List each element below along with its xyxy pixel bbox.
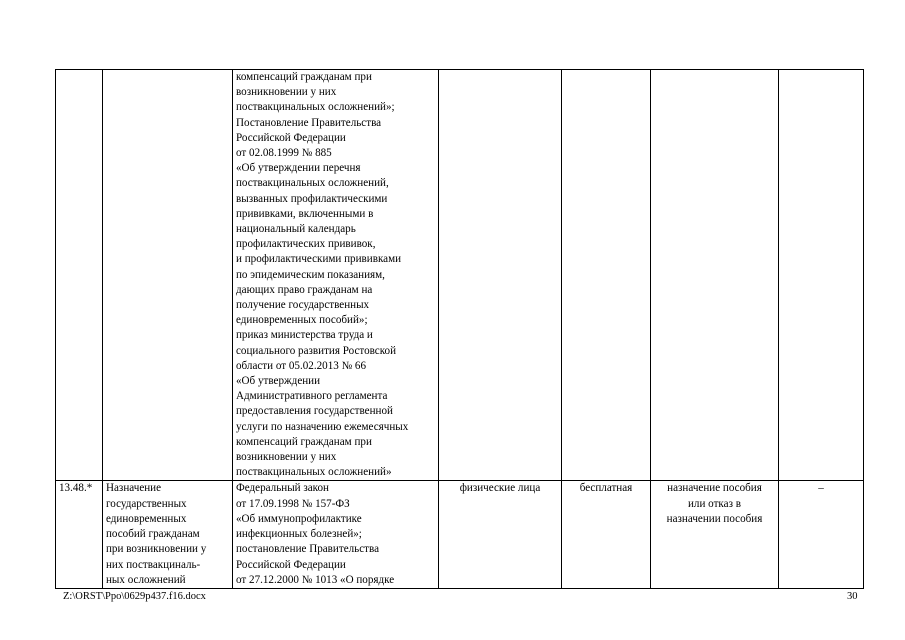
notes-cell: [779, 70, 864, 481]
legal-basis-cell: компенсаций гражданам при возникновении у них поствакцинальных осложнений»; Постановление Правительства Российской Федерации от 02.08.1999 № 885 «Об утверждении перечня поствакцинальных осложнений, вызванных профилактическими прививками, включенными в национальный календарь профилактических прививок, и профилактическими прививками по эпидемическим показаниям, дающих право гражданам на получение государственных единовременных пособий»; приказ министерства труда и социального развития Ростовской области от 05.02.2013 № 66 «Об утверждении Административного регламента предоставления государственной услуги по назначению ежемесячных компенсаций гражданам при возникновении у них поствакцинальных осложнений»: [233, 70, 439, 481]
services-table: [55, 69, 864, 589]
footer-file-path: Z:\ORST\Ppo\0629p437.f16.docx: [63, 591, 206, 602]
recipients-cell: физические лица: [439, 481, 562, 588]
payment-cell: бесплатная: [562, 481, 651, 588]
service-name-cell: Назначение государственных единовременных пособий гражданам при возникновении у них поствакциналь- ных осложнений: [103, 481, 233, 588]
table-row: [56, 481, 864, 588]
recipients-cell: [439, 70, 562, 481]
legal-basis-cell: Федеральный закон от 17.09.1998 № 157-ФЗ «Об иммунопрофилактике инфекционных болезней»; постановление Правительства Российской Федерации от 27.12.2000 № 1013 «О порядке: [233, 481, 439, 588]
result-cell: назначение пособия или отказ в назначении пособия: [651, 481, 779, 588]
table-row: [56, 70, 864, 481]
page-number: 30: [847, 591, 858, 602]
payment-cell: [562, 70, 651, 481]
result-cell: [651, 70, 779, 481]
row-number-cell: [56, 70, 103, 481]
service-name-cell: [103, 70, 233, 481]
notes-cell: –: [779, 481, 864, 588]
row-number-cell: 13.48.*: [56, 481, 103, 588]
